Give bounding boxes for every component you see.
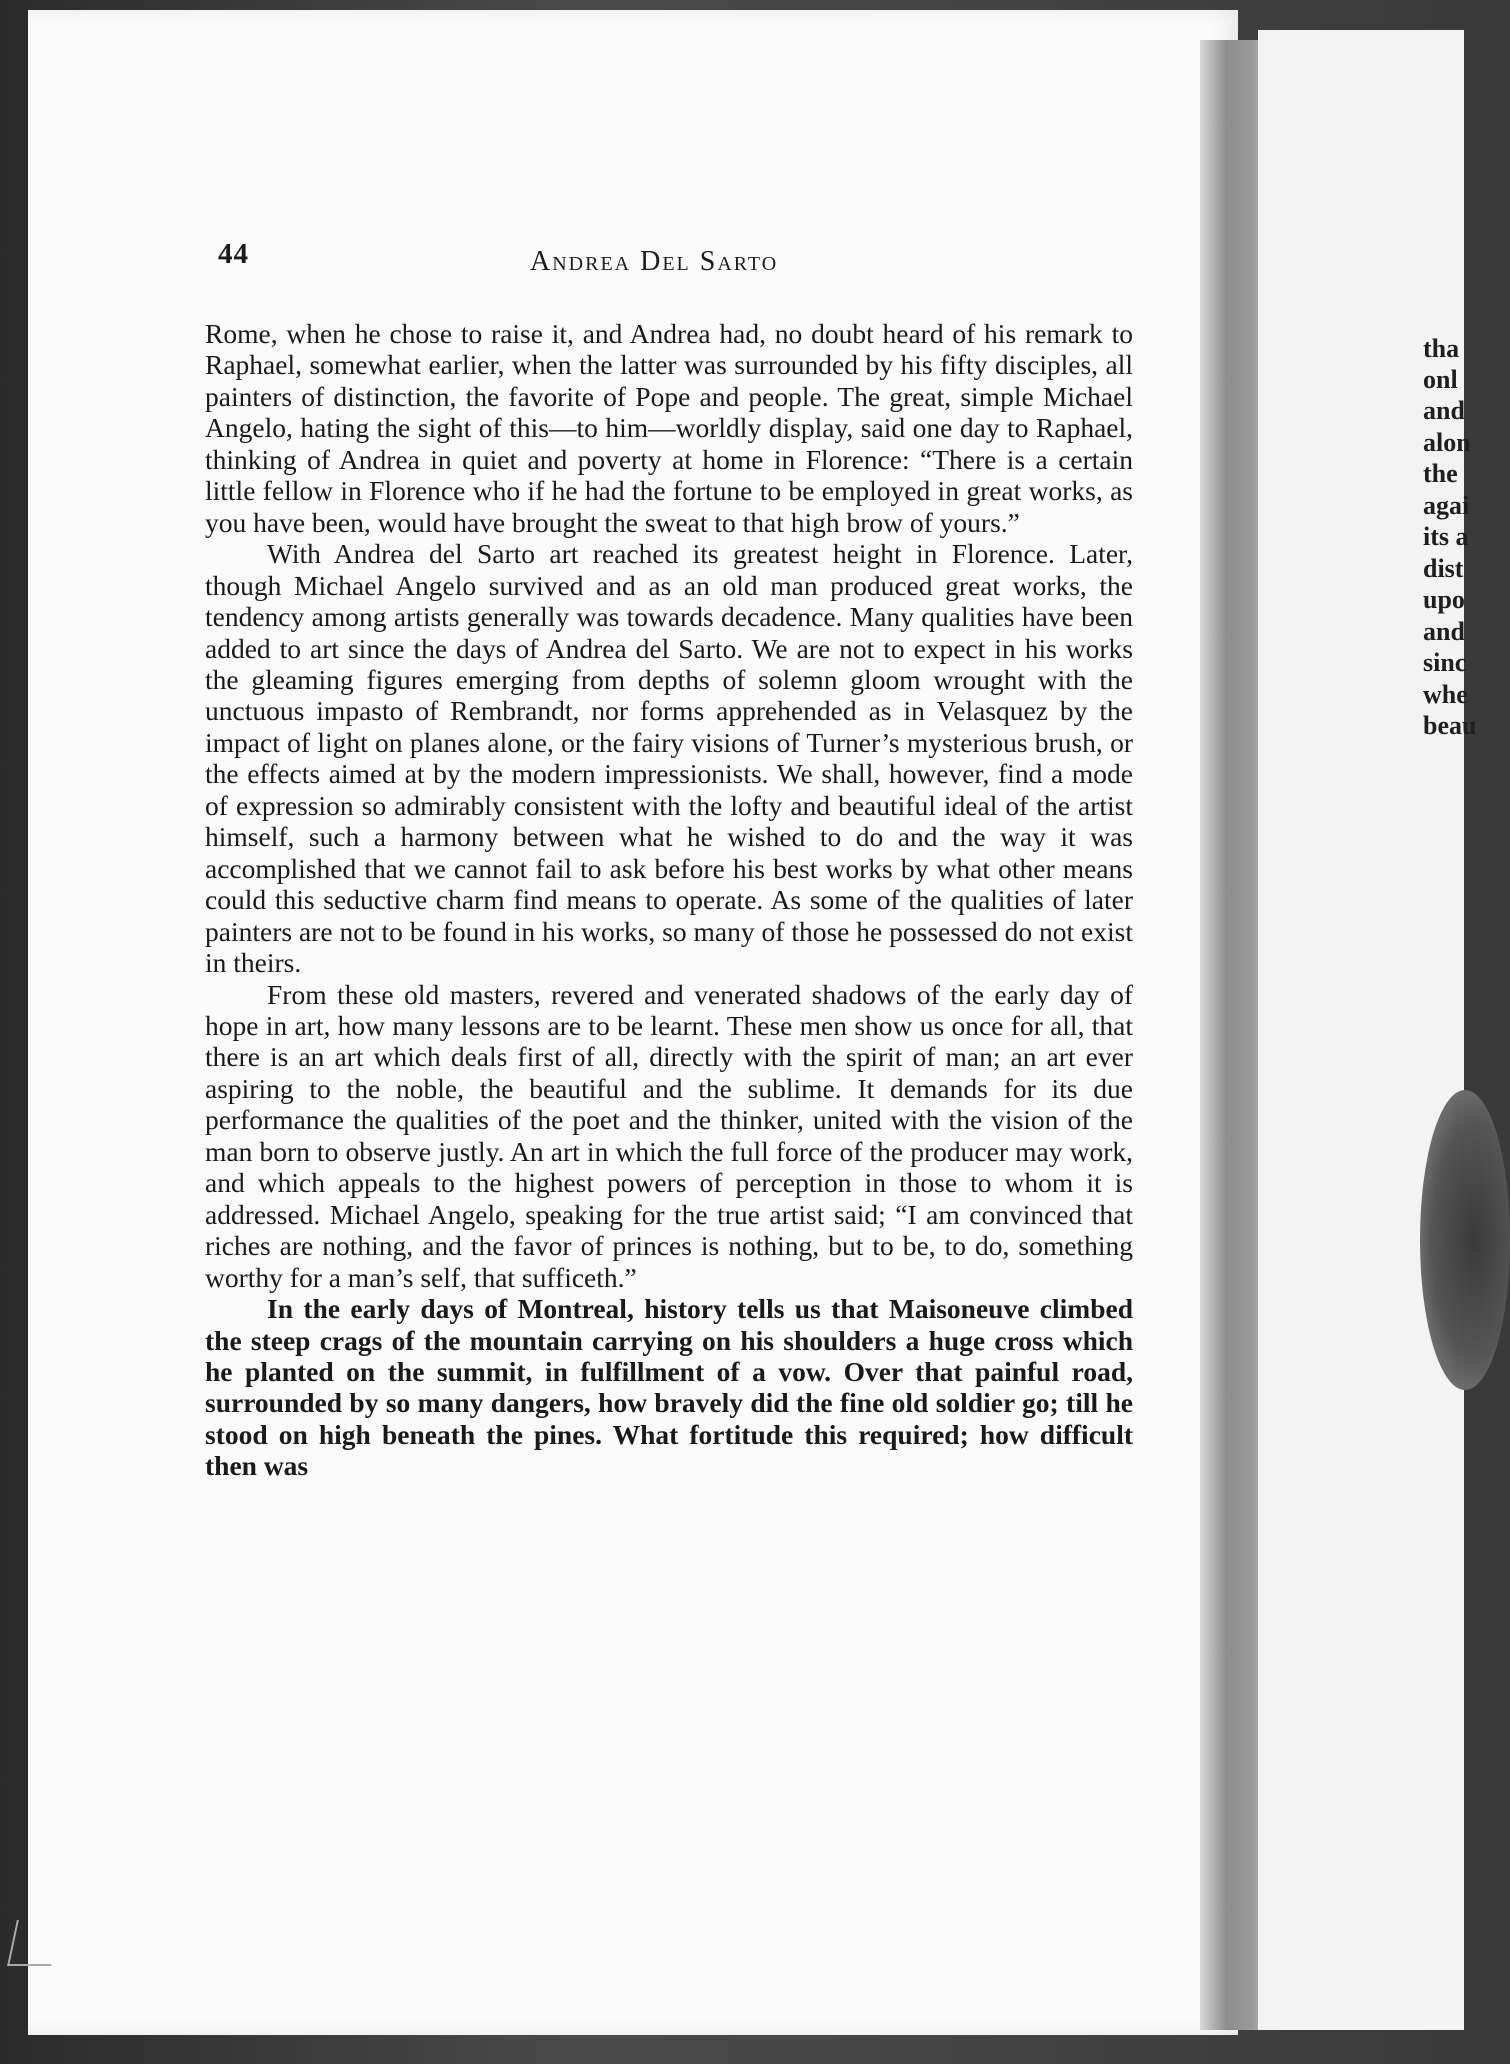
facing-line: and bbox=[1423, 396, 1465, 425]
facing-line: its a bbox=[1423, 522, 1469, 551]
facing-line: and bbox=[1423, 617, 1465, 646]
facing-line: upo bbox=[1423, 585, 1465, 614]
paragraph: Rome, when he chose to raise it, and Andrea had, no doubt heard of his remark to Raphael, somewhat earlier, when the latter was surrounded by his fifty disciples, all painters of distinction, the favorite of Pope and people. The great, simple Michael Angelo, hating the sight of this—to him—worldly display, said one day to Raphael, thinking of Andrea in quiet and poverty at home in Florence: “There is a certain little fellow in Florence who if he had the fortune to be employed in great works, as you have been, would have brought the sweat to that high brow of yours.” bbox=[205, 318, 1133, 538]
facing-line: dist bbox=[1423, 554, 1464, 583]
facing-line: beau bbox=[1423, 711, 1477, 740]
facing-line: onl bbox=[1423, 365, 1458, 394]
facing-line: the bbox=[1423, 459, 1458, 488]
running-head: Andrea Del Sarto bbox=[530, 246, 779, 277]
paragraph: With Andrea del Sarto art reached its greatest height in Florence. Later, though Michael Angelo survived and as an old man produced great works, the tendency among artists generally was towards decadence. Many qualities have been added to art since the days of Andrea del Sarto. We are not to expect in his works the gleaming figures emerging from depths of solemn gloom wrought with the unctuous impasto of Rembrandt, nor forms apprehended as in Velasquez by the impact of light on planes alone, or the fairy visions of Turner’s mysterious brush, or the effects aimed at by the modern impressionists. We shall, however, find a mode of expression so admirably consistent with the lofty and beautiful ideal of the artist himself, such a harmony between what he wished to do and the way it was accomplished that we cannot fail to ask before his best works by what other means could this seductive charm find means to operate. As some of the qualities of later painters are not to be found in his works, so many of those he possessed do not exist in theirs. bbox=[205, 538, 1133, 979]
facing-line: tha bbox=[1423, 334, 1460, 363]
right-page bbox=[1258, 30, 1467, 2030]
facing-line: whe bbox=[1423, 680, 1468, 709]
facing-page-illustration bbox=[1420, 1090, 1510, 1390]
paragraph: From these old masters, revered and venerated shadows of the early day of hope in art, how many lessons are to be learnt. These men show us once for all, that there is an art which deals first of all, directly with the spirit of man; an art ever aspiring to the noble, the beautiful and the sublime. It demands for its due performance the qualities of the poet and the thinker, united with the vision of the man born to observe justly. An art in which the full force of the producer may work, and which appeals to the highest powers of perception in those to whom it is addressed. Michael Angelo, speaking for the true artist said; “I am convinced that riches are nothing, and the favor of princes is nothing, but to be, to do, something worthy for a man’s self, that sufficeth.” bbox=[205, 978, 1133, 1293]
paragraph: In the early days of Montreal, history tells us that Maisoneuve climbed the steep crags of the mountain carrying on his shoulders a huge cross which he planted on the summit, in fulfillment of a vow. Over that painful road, surrounded by so many dangers, how bravely did the fine old soldier go; till he stood on high beneath the pines. What fortitude this required; how difficult then was bbox=[205, 1293, 1133, 1482]
facing-line: sinc bbox=[1423, 648, 1467, 677]
body-text bbox=[205, 318, 1133, 1482]
page-number: 44 bbox=[218, 238, 249, 270]
facing-line: alon bbox=[1423, 428, 1471, 457]
facing-line: agai bbox=[1423, 491, 1470, 520]
